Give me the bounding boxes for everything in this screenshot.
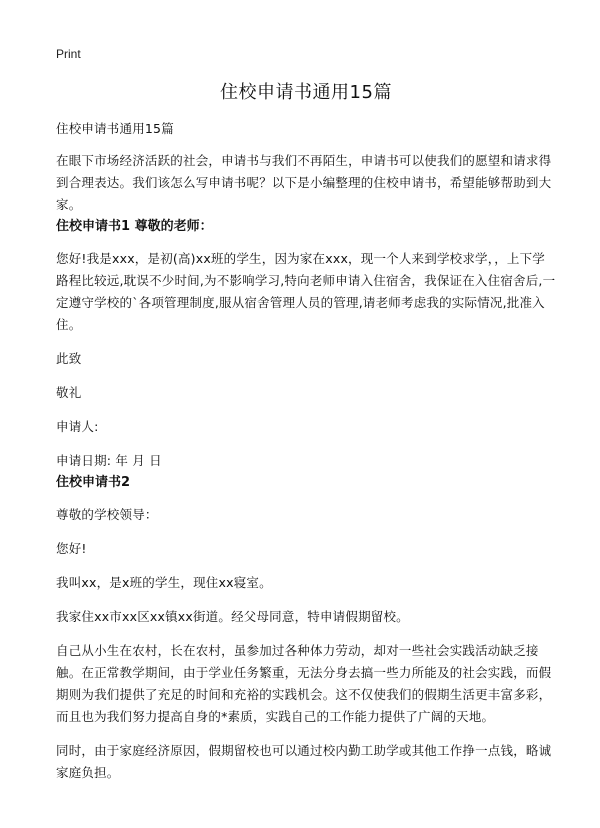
intro-paragraph: 在眼下市场经济活跃的社会，申请书与我们不再陌生，申请书可以使我们的愿望和请求得到合理表达。我们该怎么写申请书呢？以下是小编整理的住校申请书，希望能够帮助到大家。 — [56, 153, 552, 212]
closing-line-2: 敬礼 — [56, 385, 82, 400]
salutation-line: 尊敬的学校领导： — [56, 507, 158, 522]
section-1-heading: 住校申请书1 尊敬的老师： — [56, 219, 213, 234]
doc-subtitle: 住校申请书通用15篇 — [56, 121, 174, 136]
section-1-body: 您好!我是xxx，是初(高)xx班的学生，因为家在xxx，现一个人来到学校求学，，上下学路程比较远,耽误不少时间,为不影响学习,特向老师申请入住宿舍，我保证在入住宿舍后,一定遵守学校的`各项管理制度,服从宿舍管理人员的管理,请老师考虑我的实际情况,批准入住。 — [56, 251, 556, 332]
section-2-paragraph: 同时，由于家庭经济原因，假期留校也可以通过校内勤工助学或其他工作挣一点钱，略诚家庭负担。 — [56, 743, 552, 780]
closing-line-1: 此致 — [56, 351, 82, 366]
page-title: 住校申请书通用15篇 — [220, 82, 392, 103]
print-link[interactable]: Print — [56, 47, 81, 61]
date-line: 申请日期: 年 月 日 — [56, 453, 162, 468]
section-2-paragraph: 我家住xx市xx区xx镇xx街道。经父母同意，特申请假期留校。 — [56, 609, 409, 624]
greeting-line: 您好! — [56, 541, 87, 556]
section-2-heading: 住校申请书2 — [56, 475, 131, 490]
section-2-paragraph: 自己从小生在农村，长在农村，虽参加过各种体力劳动，却对一些社会实践活动缺乏接触。在正常教学期间，由于学业任务繁重，无法分身去搞一些力所能及的社会实践，而假期则为我们提供了充足的时间和充裕的实践机会。这不仅使我们的假期生活更丰富多彩，而且也为我们努力提高自身的*素质，实践自己的工作能力提供了广阔的天地。 — [56, 643, 552, 724]
document-body — [56, 118, 556, 784]
applicant-line: 申请人: — [56, 419, 99, 434]
section-2-paragraph: 我叫xx，是x班的学生，现住xx寝室。 — [56, 575, 272, 590]
